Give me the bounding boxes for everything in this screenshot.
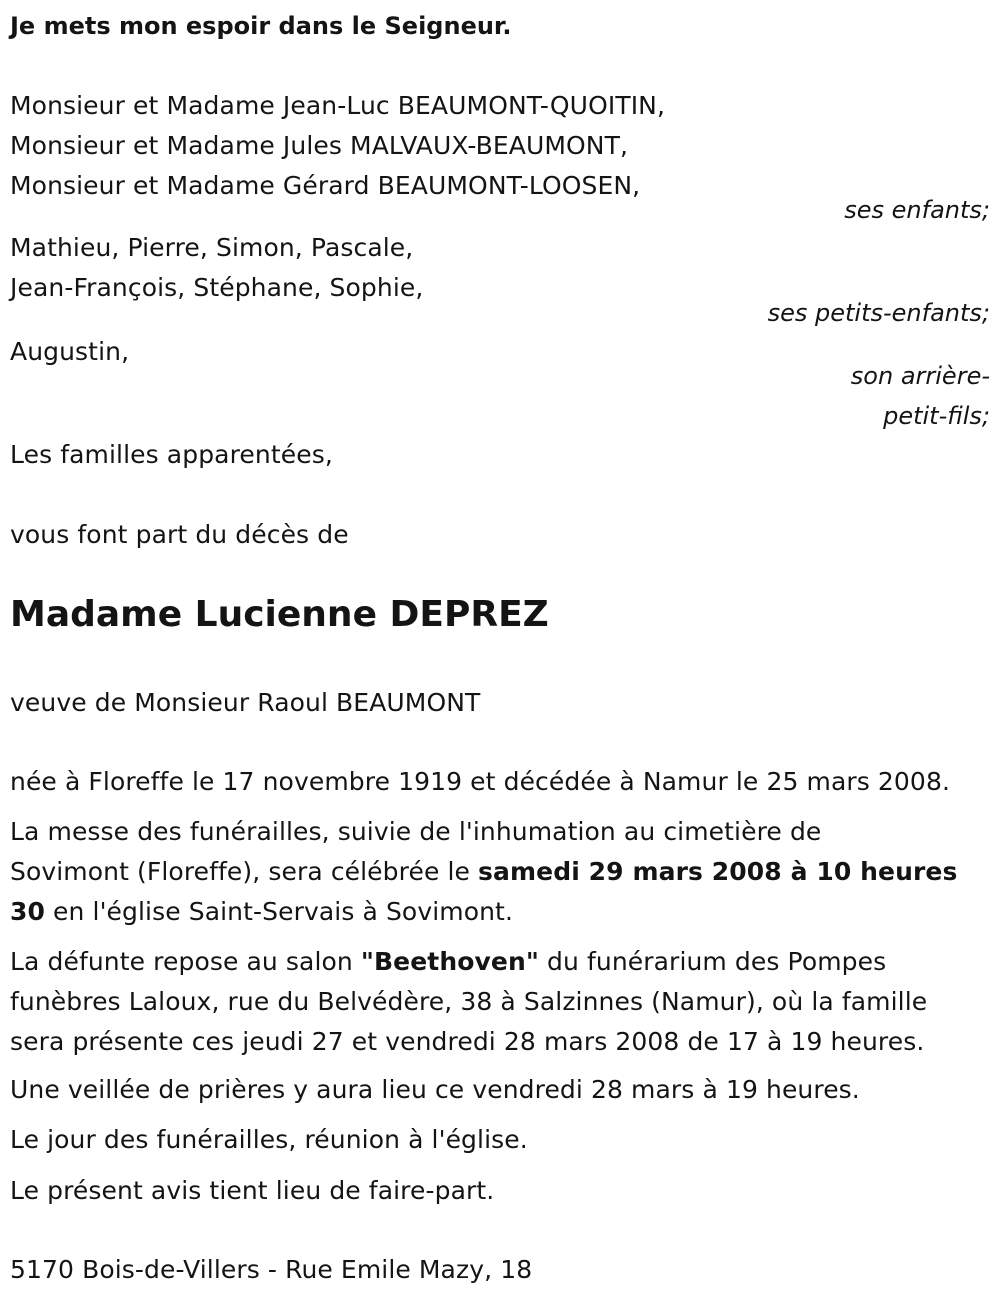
children-relation: ses enfants; [844,196,990,224]
mass-time-minutes: 30 [10,897,45,926]
rest-line-1-suffix: du funérarium des Pompes [538,947,887,976]
child-line-1: Monsieur et Madame Jean-Luc BEAUMONT-QUOITIN, [10,91,666,120]
funeral-day-line: Le jour des funérailles, réunion à l'église. [10,1125,528,1154]
families-line: Les familles apparentées, [10,440,333,469]
epigraph: Je mets mon espoir dans le Seigneur. [10,12,512,40]
rest-line-3: sera présente ces jeudi 27 et vendredi 28 mars 2008 de 17 à 19 heures. [10,1027,925,1056]
great-grandchild-relation-2: petit-fils; [883,402,990,430]
grandchildren-relation: ses petits-enfants; [767,299,990,327]
notice-line: Le présent avis tient lieu de faire-part. [10,1176,495,1205]
mass-line-2 [10,854,957,890]
grandchild-line-1: Mathieu, Pierre, Simon, Pascale, [10,233,414,262]
mass-line-1: La messe des funérailles, suivie de l'inhumation au cimetière de [10,817,822,846]
mass-line-3-text: en l'église Saint-Servais à Sovimont. [45,897,514,926]
announce-line: vous font part du décès de [10,520,349,549]
rest-line-1 [10,944,886,980]
great-grandchild-relation-1: son arrière- [850,362,990,390]
mass-line-2-text: Sovimont (Floreffe), sera célébrée le [10,857,479,886]
deceased-name: Madame Lucienne DEPREZ [10,594,549,635]
rest-line-1-prefix: La défunte repose au salon [10,947,361,976]
great-grandchild-line: Augustin, [10,337,130,366]
widow-line: veuve de Monsieur Raoul BEAUMONT [10,688,481,717]
obituary-notice [10,0,990,1305]
vigil-line: Une veillée de prières y aura lieu ce vendredi 28 mars à 19 heures. [10,1075,860,1104]
rest-line-2: funèbres Laloux, rue du Belvédère, 38 à Salzinnes (Namur), où la famille [10,987,928,1016]
salon-name: "Beethoven" [360,947,539,976]
birth-death-line: née à Floreffe le 17 novembre 1919 et décédée à Namur le 25 mars 2008. [10,767,950,796]
mass-line-3 [10,894,513,930]
child-line-3: Monsieur et Madame Gérard BEAUMONT-LOOSEN, [10,171,641,200]
mass-date-time: samedi 29 mars 2008 à 10 heures [478,857,958,886]
grandchild-line-2: Jean-François, Stéphane, Sophie, [10,273,424,302]
child-line-2: Monsieur et Madame Jules MALVAUX-BEAUMONT, [10,131,629,160]
address-line: 5170 Bois-de-Villers - Rue Emile Mazy, 18 [10,1255,533,1284]
